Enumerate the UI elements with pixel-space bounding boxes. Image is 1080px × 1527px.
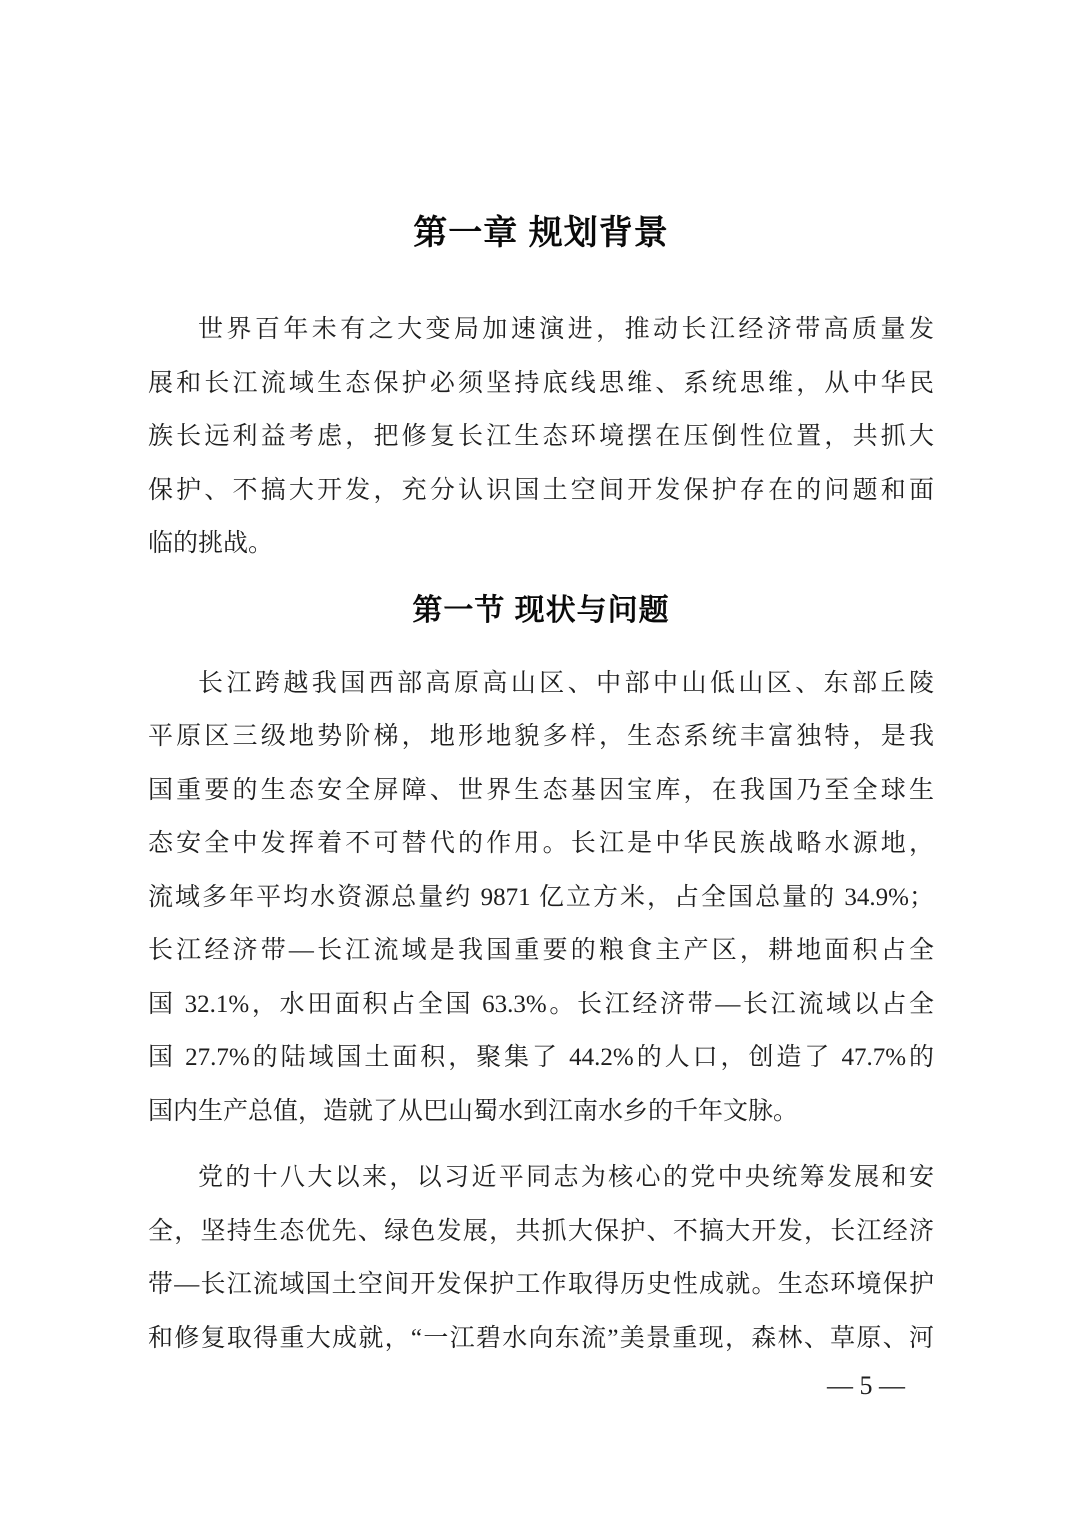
body-line: 带—长江流域国土空间开发保护工作取得历史性成就。生态环境保护 [148, 1271, 934, 1298]
section-heading: 第一节 现状与问题 [412, 593, 670, 627]
body-line: 族长远利益考虑，把修复长江生态环境摆在压倒性位置，共抓大 [148, 423, 934, 450]
body-line: 国 32.1%，水田面积占全国 63.3%。长江经济带—长江流域以占全 [148, 990, 934, 1018]
body-line: 长江跨越我国西部高原高山区、中部中山低山区、东部丘陵 [198, 669, 934, 697]
body-line: 长江经济带—长江流域是我国重要的粮食主产区，耕地面积占全 [148, 937, 934, 964]
body-line: 临的挑战。 [148, 530, 274, 557]
body-line: 流域多年平均水资源总量约 9871 亿立方米，占全国总量的 34.9%； [148, 883, 934, 911]
body-line: 保护、不搞大开发，充分认识国土空间开发保护存在的问题和面 [148, 476, 934, 504]
body-line: 国重要的生态安全屏障、世界生态基因宝库，在我国乃至全球生 [148, 776, 934, 804]
body-line: 态安全中发挥着不可替代的作用。长江是中华民族战略水源地， [148, 830, 934, 857]
body-line: 党的十八大以来，以习近平同志为核心的党中央统筹发展和安 [198, 1164, 934, 1191]
body-line: 展和长江流域生态保护必须坚持底线思维、系统思维，从中华民 [148, 369, 934, 397]
body-line: 国 27.7%的陆域国土面积，聚集了 44.2%的人口，创造了 47.7%的 [148, 1044, 934, 1071]
paragraph-current-status [148, 657, 934, 1139]
body-line: 平原区三级地势阶梯，地形地貌多样，生态系统丰富独特，是我 [148, 723, 934, 750]
body-line: 全，坚持生态优先、绿色发展，共抓大保护、不搞大开发，长江经济 [148, 1217, 934, 1245]
paragraph-intro [148, 303, 934, 571]
page-number: — 5 — [827, 1371, 905, 1400]
body-line: 世界百年未有之大变局加速演进，推动长江经济带高质量发 [198, 316, 934, 343]
body-line: 和修复取得重大成就，“一江碧水向东流”美景重现，森林、草原、河 [148, 1324, 934, 1352]
chapter-title: 第一章 规划背景 [413, 214, 669, 252]
body-line: 国内生产总值，造就了从巴山蜀水到江南水乡的千年文脉。 [148, 1097, 799, 1125]
paragraph-achievements [148, 1151, 934, 1365]
